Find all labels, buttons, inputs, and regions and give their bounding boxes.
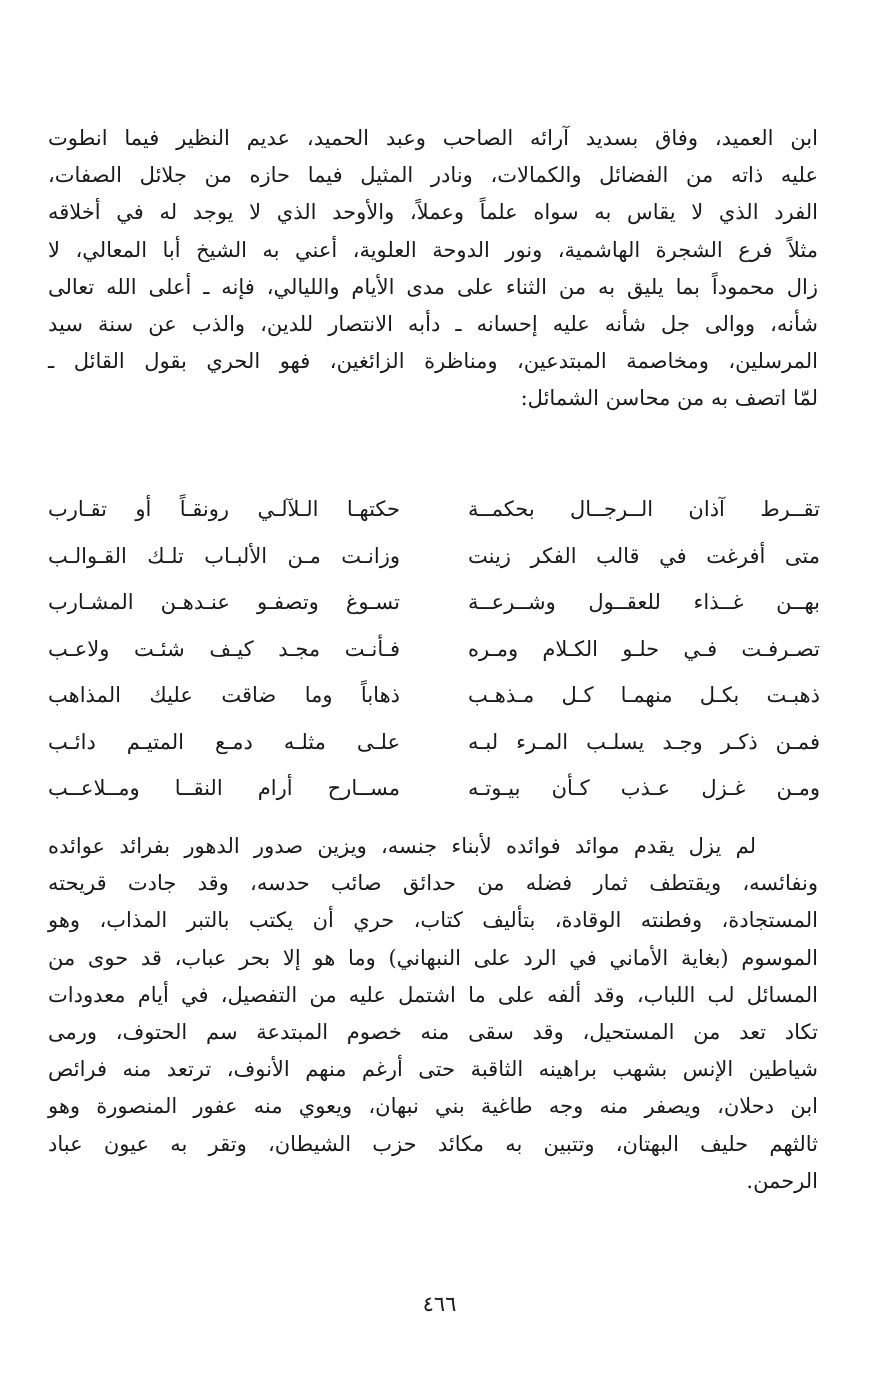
verse-first-hemistich: تصـرفـت فـي حلـو الكـلام ومـره <box>468 636 820 661</box>
text-line: عليه ذاته من الفضائل والكمالات، ونادر المثيل فيما حازه من جلائل الصفات، <box>48 163 818 188</box>
verse-second-hemistich: ذهاباً وما ضاقت عليك المذاهب <box>48 683 400 708</box>
text-line: ثالثهم حليف البهتان، وتتبين به مكائد حزب الشيطان، وتقر به عيون عباد <box>48 1131 818 1156</box>
poem <box>48 486 820 812</box>
poem-verse <box>48 626 820 673</box>
verse-second-hemistich: وزانـت مـن الألبـاب تلـك القـوالـب <box>48 543 400 568</box>
paragraph-praise <box>48 828 818 1200</box>
verse-second-hemistich: حكتهـا الـلآلـي رونقـاً أو تقـارب <box>48 497 400 522</box>
poem-verse <box>48 579 820 626</box>
verse-first-hemistich: بهــن غــذاء للعقــول وشــرعــة <box>468 590 820 615</box>
text-line: ابن العميد، وفاق بسديد آرائه الصاحب وعبد الحميد، عديم النظير فيما انطوت <box>48 126 818 150</box>
verse-second-hemistich: فـأنـت مجـد كيـف شئـت ولاعـب <box>48 636 400 661</box>
poem-verse <box>48 719 820 766</box>
verse-second-hemistich: مســارح أرام النقــا ومــلاعــب <box>48 776 400 801</box>
text-line: مثلاً فرع الشجرة الهاشمية، ونور الدوحة العلوية، أعني به الشيخ أبا المعالي، لا <box>48 237 818 262</box>
verse-first-hemistich: تقــرط آذان الــرجــال بحكمــة <box>468 497 820 522</box>
text-line: المسائل لب اللباب، وقد ألفه على ما اشتمل عليه من التفصيل، في أيام معدودات <box>48 982 818 1007</box>
poem-verse <box>48 672 820 719</box>
text-line: شأنه، ووالى جل شأنه عليه إحسانه ـ دأبه الانتصار للدين، والذب عن سنة سيد <box>48 312 818 337</box>
paragraph-intro <box>48 120 818 418</box>
verse-first-hemistich: ذهبـت بكـل منهمـا كـل مـذهـب <box>468 683 820 708</box>
text-line: المستجادة، وفطنته الوقادة، بتأليف كتاب، حري أن يكتب بالتبر المذاب، وهو <box>48 908 818 933</box>
text-line: ابن دحلان، ويصفر منه وجه طاغية بني نبهان، ويعوي منه عفور المنصورة وهو <box>48 1094 818 1119</box>
text-line: الموسوم (بغاية الأماني في الرد على النبهاني) وما هو إلا بحر عباب، قد حوى من <box>48 945 818 970</box>
text-line: المرسلين، ومخاصمة المبتدعين، ومناظرة الزائغين، فهو الحري بقول القائل ـ <box>48 349 818 374</box>
verse-first-hemistich: ومـن غـزل عـذب كـأن بيـوتـه <box>468 776 820 801</box>
text-line: تكاد تعد من المستحيل، وقد سقى منه خصوم المبتدعة سم الحتوف، ورمى <box>48 1020 818 1045</box>
text-line: الفرد الذي لا يقاس به سواه علماً وعملاً، والأوحد الذي لا يوجد له في أخلاقه <box>48 200 818 225</box>
poem-verse <box>48 486 820 533</box>
text-line: الرحمن. <box>746 1168 818 1193</box>
verse-second-hemistich: علـى مثلـه دمـع المتيـم دائـب <box>48 729 400 754</box>
verse-first-hemistich: متى أفرغت في قالب الفكر زينت <box>468 543 820 568</box>
text-line: لمّا اتصف به من محاسن الشمائل: <box>520 386 818 411</box>
verse-second-hemistich: تسـوغ وتصفـو عنـدهـن المشـارب <box>48 590 400 615</box>
page-number: ٤٦٦ <box>422 1292 457 1316</box>
text-line: شياطين الإنس بشهب براهينه الثاقبة حتى أرغم منهم الأنوف، ترتعد منه فرائص <box>48 1057 818 1082</box>
text-line: ونفائسه، ويقتطف ثمار فضله من حدائق صائب حدسه، وقد جادت قريحته <box>48 871 818 896</box>
poem-verse <box>48 765 820 812</box>
verse-first-hemistich: فمـن ذكـر وجـد يسلـب المـرء لبـه <box>468 729 820 754</box>
text-line: زال محموداً بما يليق به من الثناء على مدى الأيام والليالي، فإنه ـ أعلى الله تعالى <box>48 274 818 299</box>
poem-verse <box>48 533 820 580</box>
text-line: لم يزل يقدم موائد فوائده لأبناء جنسه، ويزين صدور الدهور بفرائد عوائده <box>48 834 756 858</box>
